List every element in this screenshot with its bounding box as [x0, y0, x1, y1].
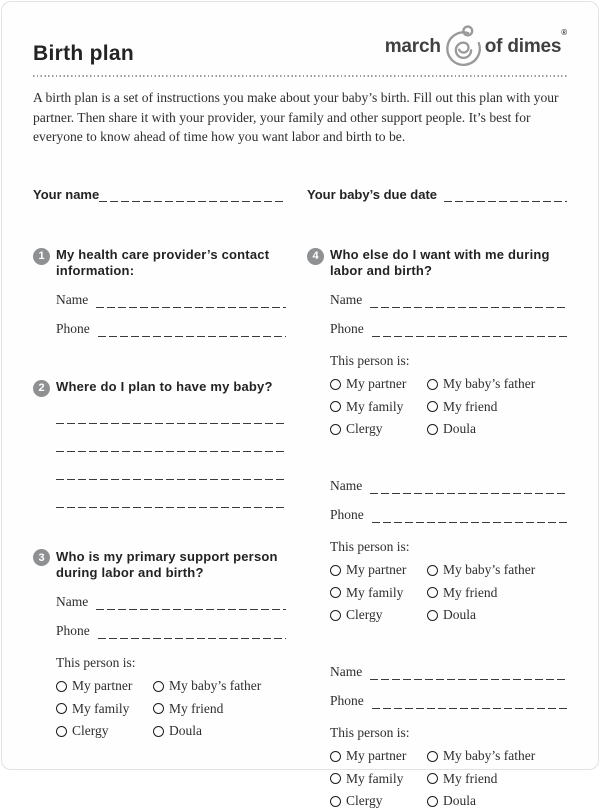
radio-my-babys-father[interactable] [153, 681, 164, 692]
radio-my-friend[interactable] [427, 587, 438, 598]
option-doula[interactable]: Doula [427, 793, 567, 809]
section-2-title: Where do I plan to have my baby? [56, 379, 273, 395]
option-doula[interactable]: Doula [153, 723, 286, 739]
phone-label: Phone [56, 623, 90, 639]
due-date-field [307, 186, 567, 202]
section-other-support [307, 247, 567, 809]
person-phone-input-line[interactable] [372, 693, 567, 709]
person-block-primary [56, 594, 286, 739]
page-title: Birth plan [33, 42, 134, 65]
your-name-field [33, 186, 286, 202]
section-3-body [33, 594, 286, 739]
birth-plan-form-page [1, 1, 599, 809]
option-my-partner[interactable]: My partner [330, 748, 427, 764]
section-4-title: Who else do I want with me during labor and birth? [330, 247, 550, 279]
option-my-partner[interactable]: My partner [330, 562, 427, 578]
person-name-input-line[interactable] [370, 478, 567, 494]
radio-clergy[interactable] [330, 610, 341, 621]
person-name-input-line[interactable] [96, 594, 286, 610]
name-label: Name [330, 478, 363, 494]
section-3-number-badge: 3 [33, 549, 50, 566]
write-in-line-row [56, 397, 286, 425]
radio-doula[interactable] [153, 726, 164, 737]
radio-my-friend[interactable] [427, 773, 438, 784]
radio-my-babys-father[interactable] [427, 751, 438, 762]
option-my-family[interactable]: My family [330, 585, 427, 601]
person-name-row [56, 594, 286, 610]
radio-my-babys-father[interactable] [427, 379, 438, 390]
radio-my-partner[interactable] [56, 681, 67, 692]
radio-my-friend[interactable] [153, 703, 164, 714]
section-2-body [33, 397, 286, 509]
phone-label: Phone [56, 321, 90, 337]
section-3-heading [33, 549, 286, 581]
option-my-family[interactable]: My family [56, 701, 153, 717]
section-1-heading [33, 247, 286, 279]
person-block-2 [330, 478, 567, 623]
section-1-number-badge: 1 [33, 248, 50, 265]
person-type-options [56, 678, 286, 739]
your-name-label: Your name [33, 187, 100, 203]
section-4-heading [307, 247, 567, 279]
logo-word-of-dimes: of dimes® [484, 28, 567, 57]
person-phone-input-line[interactable] [372, 321, 567, 337]
radio-my-family[interactable] [330, 401, 341, 412]
section-provider-contact [33, 247, 286, 337]
radio-doula[interactable] [427, 610, 438, 621]
person-phone-row [56, 623, 286, 639]
your-name-input-line[interactable] [99, 186, 286, 202]
section-4-number-badge: 4 [307, 248, 324, 265]
form-columns [33, 247, 567, 809]
option-doula[interactable]: Doula [427, 421, 567, 437]
option-my-friend[interactable]: My friend [153, 701, 286, 717]
header [33, 26, 567, 68]
person-block-3 [330, 664, 567, 809]
person-type-options [330, 748, 567, 809]
due-date-input-line[interactable] [444, 186, 567, 202]
this-person-is-label: This person is: [330, 539, 410, 555]
option-clergy[interactable]: Clergy [330, 607, 427, 623]
march-of-dimes-logo [385, 26, 567, 68]
section-4-body [307, 292, 567, 809]
person-phone-input-line[interactable] [98, 623, 286, 639]
option-doula[interactable]: Doula [427, 607, 567, 623]
option-my-babys-father[interactable]: My baby’s father [427, 748, 567, 764]
registered-trademark-symbol: ® [561, 28, 567, 37]
dotted-divider [33, 75, 567, 77]
provider-name-input-line[interactable] [96, 292, 286, 308]
radio-clergy[interactable] [330, 424, 341, 435]
section-birth-location [33, 379, 286, 509]
radio-my-partner[interactable] [330, 379, 341, 390]
this-person-is-label: This person is: [56, 655, 136, 671]
option-my-family[interactable]: My family [330, 399, 427, 415]
option-my-friend[interactable]: My friend [427, 771, 567, 787]
person-phone-row [330, 507, 567, 523]
radio-my-partner[interactable] [330, 565, 341, 576]
section-primary-support [33, 549, 286, 739]
person-phone-row [330, 693, 567, 709]
radio-clergy[interactable] [56, 726, 67, 737]
provider-phone-row [56, 321, 286, 337]
radio-my-family[interactable] [330, 773, 341, 784]
name-label: Name [330, 292, 363, 308]
person-name-row [330, 478, 567, 494]
person-type-options [330, 376, 567, 437]
radio-my-family[interactable] [56, 703, 67, 714]
phone-label: Phone [330, 693, 364, 709]
option-clergy[interactable]: Clergy [330, 793, 427, 809]
write-in-line-4[interactable] [56, 481, 286, 509]
option-clergy[interactable]: Clergy [56, 723, 153, 739]
person-name-row [330, 292, 567, 308]
option-my-partner[interactable]: My partner [56, 678, 153, 694]
write-in-line-row [56, 425, 286, 453]
radio-clergy[interactable] [330, 796, 341, 807]
person-phone-input-line[interactable] [372, 507, 567, 523]
radio-doula[interactable] [427, 796, 438, 807]
provider-phone-input-line[interactable] [98, 321, 286, 337]
radio-my-partner[interactable] [330, 751, 341, 762]
write-in-line-2[interactable] [56, 425, 286, 453]
provider-name-row [56, 292, 286, 308]
write-in-line-1[interactable] [56, 397, 286, 425]
person-type-options [330, 562, 567, 623]
person-block-1 [330, 292, 567, 437]
section-2-heading [33, 379, 286, 397]
right-column [307, 247, 567, 809]
logo-word-march: march [384, 36, 441, 57]
name-label: Name [56, 594, 89, 610]
person-name-row [330, 664, 567, 680]
write-in-line-row [56, 453, 286, 481]
phone-label: Phone [330, 321, 364, 337]
left-column [33, 247, 286, 809]
option-clergy[interactable]: Clergy [330, 421, 427, 437]
option-my-friend[interactable]: My friend [427, 585, 567, 601]
phone-label: Phone [330, 507, 364, 523]
radio-my-babys-father[interactable] [427, 565, 438, 576]
section-3-title: Who is my primary support person during labor and birth? [56, 548, 278, 580]
this-person-is-label: This person is: [330, 353, 410, 369]
intro-paragraph: A birth plan is a set of instructions you make about your baby’s birth. Fill out this plan with your partner. Then share it with your provider, your family and other support people. It’s best for everyone to know ahead of time how you want labor and birth to be. [33, 90, 559, 145]
due-date-label: Your baby’s due date [307, 187, 438, 203]
person-name-input-line[interactable] [370, 292, 567, 308]
this-person-is-label: This person is: [330, 725, 410, 741]
section-1-body [33, 292, 286, 337]
option-my-friend[interactable]: My friend [427, 399, 567, 415]
option-my-babys-father[interactable]: My baby’s father [427, 562, 567, 578]
person-name-input-line[interactable] [370, 664, 567, 680]
radio-my-family[interactable] [330, 587, 341, 598]
write-in-line-3[interactable] [56, 453, 286, 481]
radio-my-friend[interactable] [427, 401, 438, 412]
march-of-dimes-mother-baby-icon [442, 24, 484, 66]
radio-doula[interactable] [427, 424, 438, 435]
section-1-title: My health care provider’s contact information: [56, 247, 270, 279]
option-my-babys-father[interactable]: My baby’s father [427, 376, 567, 392]
person-phone-row [330, 321, 567, 337]
option-my-family[interactable]: My family [330, 771, 427, 787]
option-my-babys-father[interactable]: My baby’s father [153, 678, 286, 694]
name-label: Name [56, 292, 89, 308]
top-fields-row [33, 186, 567, 202]
name-label: Name [330, 664, 363, 680]
option-my-partner[interactable]: My partner [330, 376, 427, 392]
write-in-line-row [56, 481, 286, 509]
section-2-number-badge: 2 [33, 380, 50, 397]
